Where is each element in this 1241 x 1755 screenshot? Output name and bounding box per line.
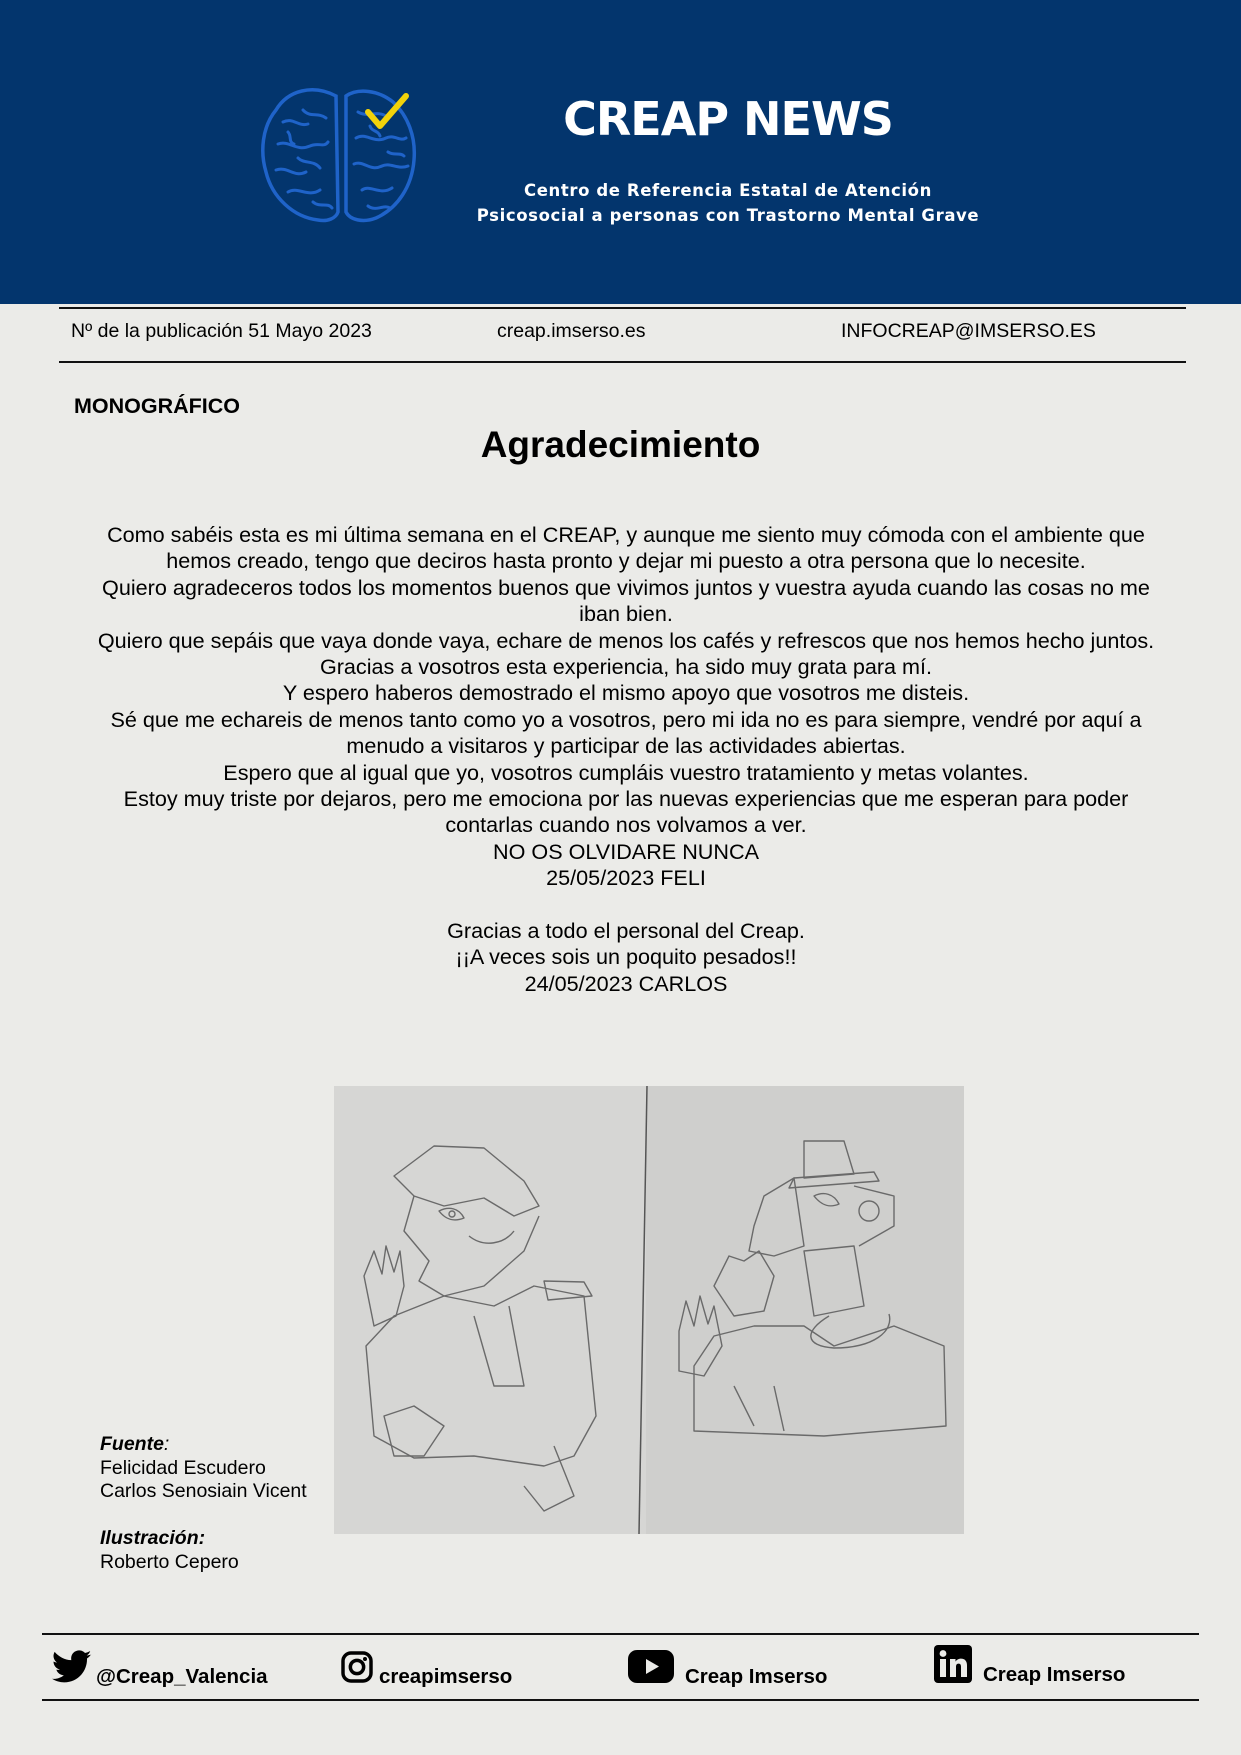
masthead-subtitle-line1: Centro de Referencia Estatal de Atención [524, 181, 932, 200]
paragraph: Gracias a vosotros esta experiencia, ha sido muy grata para mí. [319, 654, 933, 680]
paragraph: ¡¡A veces sois un poquito pesados!! [455, 944, 797, 970]
illustration-drawing [334, 1086, 964, 1534]
paragraph: Estoy muy triste por dejaros, pero me emociona por las nuevas experiencias que me esperan para poder contarlas cuando nos volvamos a ver. [123, 786, 1129, 838]
article-body [96, 522, 1156, 997]
website-link[interactable]: creap.imserso.es [497, 320, 646, 342]
meta-top-rule [59, 307, 1186, 309]
twitter-handle[interactable]: @Creap_Valencia [96, 1665, 268, 1688]
header-banner [0, 0, 1241, 304]
masthead-subtitle [440, 178, 1016, 228]
masthead-subtitle-line2: Psicosocial a personas con Trastorno Mental Grave [476, 206, 980, 225]
youtube-icon[interactable] [628, 1650, 674, 1683]
brain-logo-icon [258, 82, 428, 232]
instagram-icon[interactable] [341, 1651, 373, 1683]
youtube-channel[interactable]: Creap Imserso [685, 1665, 828, 1688]
source-label: Fuente [100, 1433, 164, 1455]
illustrator-name: Roberto Cepero [100, 1550, 239, 1573]
paragraph: Gracias a todo el personal del Creap. [447, 918, 805, 944]
footer-top-rule [42, 1633, 1199, 1635]
source-colon: : [163, 1433, 170, 1455]
paragraph: Quiero que sepáis que vaya donde vaya, echare de menos los cafés y refrescos que nos hemos hecho juntos. [97, 627, 1155, 653]
paragraph: Quiero agradeceros todos los momentos buenos que vivimos juntos y vuestra ayuda cuando las cosas no me iban bien. [102, 574, 1150, 627]
instagram-handle[interactable]: creapimserso [379, 1665, 513, 1688]
meta-bottom-rule [59, 361, 1186, 363]
paragraph: Sé que me echareis de menos tanto como yo a vosotros, pero mi ida no es para siempre, vendré por aquí a menudo a visitaros y participar de las actividades abiertas. [110, 706, 1142, 759]
twitter-icon[interactable] [52, 1650, 92, 1684]
linkedin-page[interactable]: Creap Imserso [983, 1663, 1126, 1686]
paragraph: Y espero haberos demostrado el mismo apoyo que vosotros me disteis. [282, 680, 970, 706]
illustration-label: Ilustración: [100, 1527, 206, 1549]
linkedin-icon[interactable] [934, 1645, 972, 1683]
source-name: Felicidad Escudero [100, 1456, 266, 1479]
source-name: Carlos Senosiain Vicent [100, 1480, 307, 1502]
signature-feli: 25/05/2023 FELI [546, 865, 706, 891]
paragraph: Espero que al igual que yo, vosotros cumpláis vuestro tratamiento y metas volantes. [223, 759, 1029, 785]
footer-bottom-rule [42, 1699, 1199, 1701]
masthead-title: CREAP NEWS [563, 92, 893, 146]
publication-number: Nº de la publicación 51 Mayo 2023 [71, 320, 372, 342]
email-link[interactable]: INFOCREAP@IMSERSO.ES [841, 320, 1096, 342]
section-label: MONOGRÁFICO [74, 394, 241, 418]
paragraph: NO OS OLVIDARE NUNCA [493, 838, 759, 864]
article-title: Agradecimiento [480, 424, 761, 465]
credits-block [100, 1433, 307, 1574]
signature-carlos: 24/05/2023 CARLOS [524, 970, 728, 996]
paragraph: Como sabéis esta es mi última semana en el CREAP, y aunque me siento muy cómoda con el ambiente que hemos creado, tengo que deciros hasta pronto y dejar mi puesto a otra persona que lo necesite. [107, 522, 1145, 574]
